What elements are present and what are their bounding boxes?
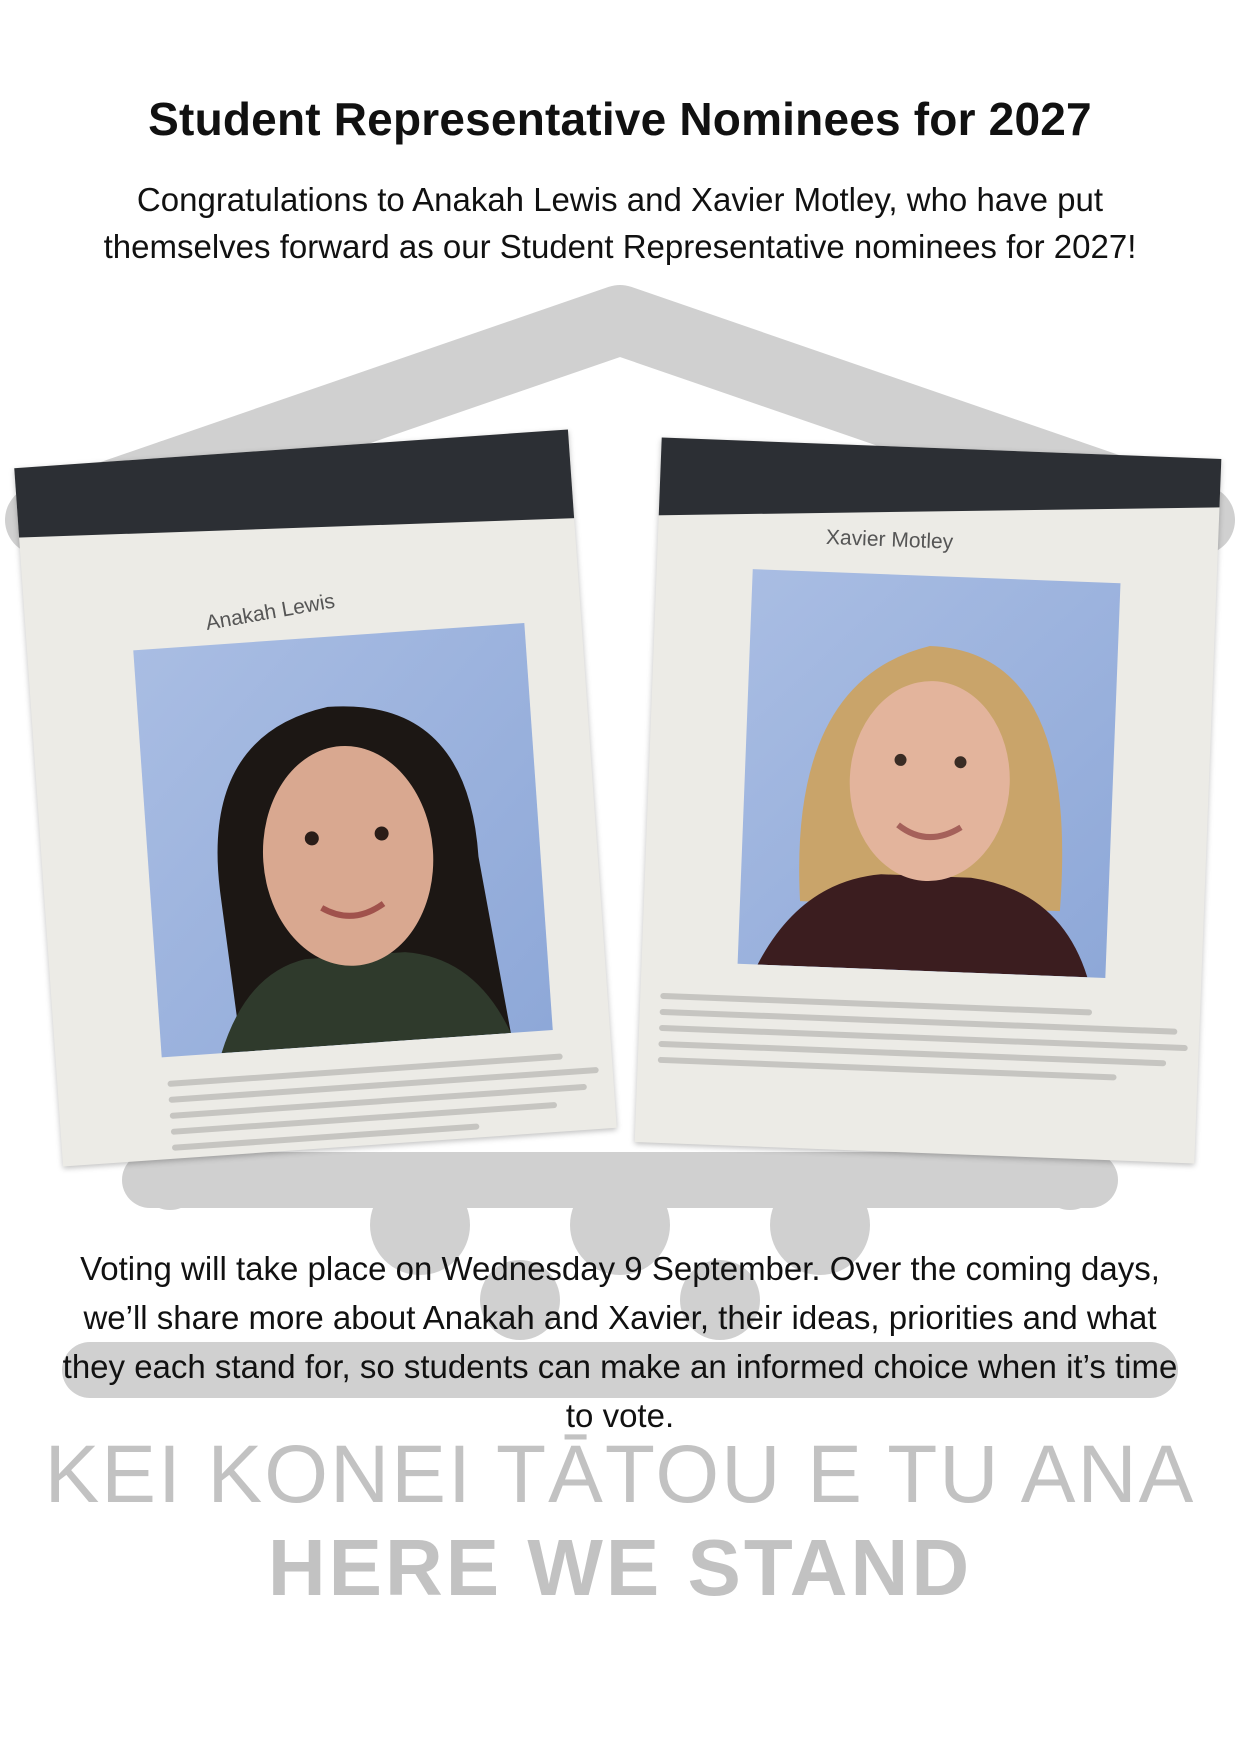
portrait-figure [738, 569, 1121, 978]
nominee-name-label: Anakah Lewis [203, 589, 337, 635]
intro-paragraph: Congratulations to Anakah Lewis and Xavier Motley, who have put themselves forward as our Student Representative nominees for 2027! [103, 181, 1137, 265]
photo-shadow [641, 438, 1222, 516]
photo-shadow [14, 429, 616, 538]
nominee-portrait-photo [133, 623, 553, 1057]
nominee-name-label: Xavier Motley [825, 525, 954, 554]
voting-paragraph: Voting will take place on Wednesday 9 September. Over the coming days, we’ll share more about Anakah and Xavier, their ideas, priorities and what they each stand for, so students can make an informed choice when it’s time to vote. [62, 1250, 1178, 1434]
nominee-portrait-photo [738, 569, 1121, 978]
portrait-figure [133, 623, 553, 1057]
blurred-statement-text [167, 1040, 612, 1160]
motto-english: HERE WE STAND [267, 1523, 973, 1612]
nominee-sheet-xavier [635, 438, 1222, 1164]
nominee-sheet-anakah [14, 429, 616, 1166]
motto-maori: KEI KONEI TĀTOU E TU ANA [44, 1429, 1196, 1520]
blurred-statement-text [657, 983, 1200, 1094]
page-title: Student Representative Nominees for 2027 [148, 93, 1092, 145]
